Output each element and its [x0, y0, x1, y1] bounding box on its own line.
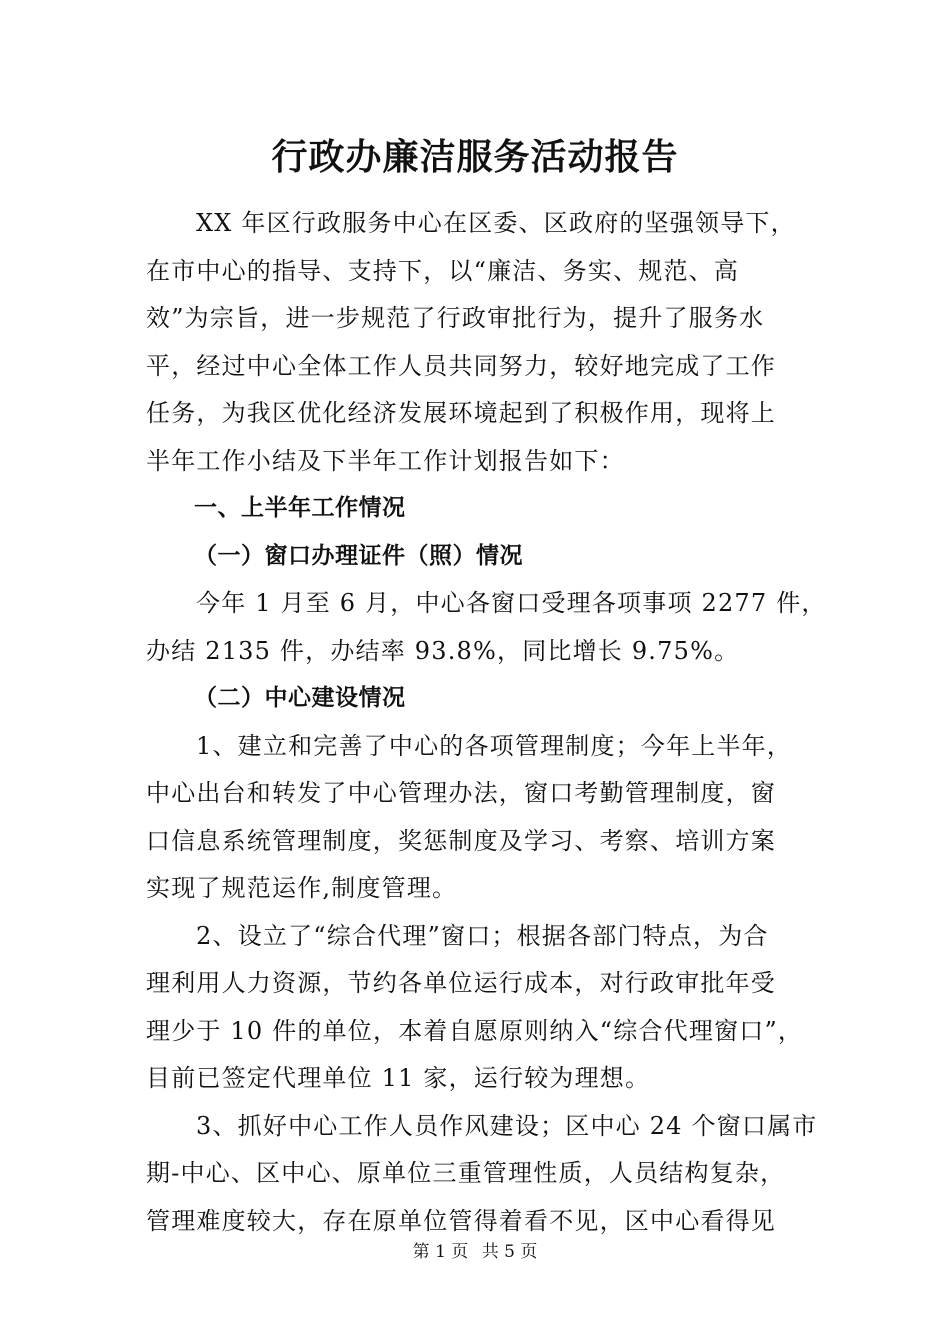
- paragraph-line: 理少于 10 件的单位，本着自愿原则纳入“综合代理窗口”，: [146, 1016, 804, 1045]
- paragraph-line: 实现了规范运作,制度管理。: [146, 874, 458, 902]
- subsection-heading: （二）中心建设情况: [194, 685, 406, 711]
- paragraph-line: 中心出台和转发了中心管理办法，窗口考勤管理制度，窗: [146, 779, 776, 807]
- paragraph-line: 平，经过中心全体工作人员共同努力，较好地完成了工作: [146, 351, 776, 380]
- paragraph-line: 口信息系统管理制度，奖惩制度及学习、考察、培训方案: [146, 826, 776, 855]
- paragraph-line: 管理难度较大，存在原单位管得着看不见，区中心看得见: [146, 1206, 776, 1235]
- page-number: 第 1 页: [412, 1242, 469, 1262]
- paragraph-line: 期-中心、区中心、原单位三重管理性质，人员结构复杂，: [146, 1159, 786, 1187]
- paragraph-line: 3、抓好中心工作人员作风建设；区中心 24 个窗口属市: [196, 1111, 818, 1140]
- paragraph-line: 1、建立和完善了中心的各项管理制度；今年上半年，: [196, 731, 793, 760]
- page-total: 共 5 页: [481, 1242, 538, 1262]
- paragraph-line: 目前已签定代理单位 11 家，运行较为理想。: [146, 1064, 651, 1092]
- subsection-heading: （一）窗口办理证件（照）情况: [194, 542, 523, 569]
- paragraph-line: 在市中心的指导、支持下，以“廉洁、务实、规范、高: [146, 256, 740, 285]
- paragraph-line: 任务，为我区优化经济发展环境起到了积极作用，现将上: [146, 399, 776, 427]
- paragraph-line: 2、设立了“综合代理”窗口；根据各部门特点，为合: [196, 921, 769, 950]
- paragraph-line: 今年 1 月至 6 月，中心各窗口受理各项事项 2277 件，: [196, 589, 827, 617]
- paragraph-line: XX 年区行政服务中心在区委、区政府的坚强领导下，: [196, 209, 796, 237]
- section-heading: 一、上半年工作情况: [194, 495, 406, 521]
- paragraph-line: 效”为宗旨，进一步规范了行政审批行为，提升了服务水: [146, 304, 765, 332]
- document-title: 行政办廉洁服务活动报告: [271, 137, 679, 178]
- paragraph-line: 半年工作小结及下半年工作计划报告如下：: [146, 446, 625, 475]
- page-footer: [0, 1240, 950, 1264]
- paragraph-line: 办结 2135 件，办结率 93.8%，同比增长 9.75%。: [146, 636, 740, 665]
- document-body: [146, 200, 827, 1245]
- paragraph-line: 理利用人力资源，节约各单位运行成本，对行政审批年受: [146, 969, 776, 997]
